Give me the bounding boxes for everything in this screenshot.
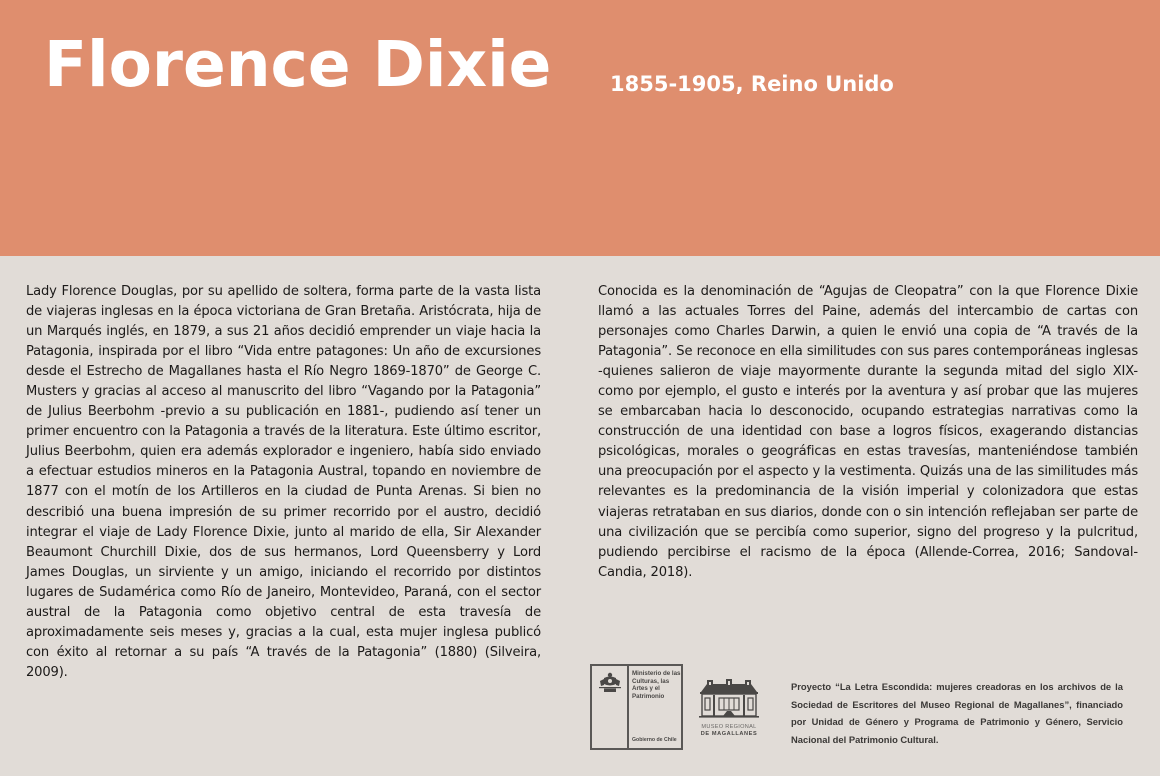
page-subtitle: 1855-1905, Reino Unido bbox=[610, 72, 894, 96]
biography-right-column: Conocida es la denominación de “Agujas de Cleopatra” con la que Florence Dixie llamó a las actuales Torres del Paine, además del intercambio de cartas con personajes como Charles Darwin, a quien le envió una copia de “A través de la Patagonia”. Se reconoce en ella similitudes con sus pares contemporáneas inglesas -quienes salieron de viaje mayormente durante la segunda mitad del siglo XIX- como por ejemplo, el gusto e interés por la aventura y así probar que las mujeres se embarcaban hacia lo desconocido, ocupando estrategias narrativas como la construcción de una identidad con base a logros físicos, exagerando distancias psicológicas, morales o geográficas en estas travesías, manteniéndose también una preocupación por el aspecto y la vestimenta. Quizás una de las similitudes más relevantes es la predominancia de la visión imperial y colonizadora que estas viajeras retrataban en sus diarios, donde con o sin intención reflejaban ser parte de una civilización que se percibía como superior, signo del progreso y la pulcritud, pudiendo percibirse el racismo de la época (Allende-Correa, 2016; Sandoval-Candia, 2018). bbox=[598, 284, 1138, 580]
government-label: Gobierno de Chile bbox=[632, 737, 677, 743]
ministry-name: Ministerio de las Culturas, las Artes y el Patrimonio bbox=[632, 670, 681, 700]
biography-left-column: Lady Florence Douglas, por su apellido de soltera, forma parte de la vasta lista de viajeras inglesas en la época victoriana de Gran Bretaña. Aristócrata, hija de un Marqués inglés, en 1879, a sus 21 años decidió emprender un viaje hacia la Patagonia, inspirada por el libro “Vida entre patagones: Un año de excursiones desde el Estrecho de Magallanes hasta el Río Negro 1869-1870” de George C. Musters y gracias al acceso al manuscrito del libro “Vagando por la Patagonia” de Julius Beerbohm -previo a su publicación en 1881-, pudiendo así tener un primer encuentro con la Patagonia a través de la literatura. Este último escritor, Julius Beerbohm, quien era además explorador e ingeniero, había sido enviado a efectuar estudios mineros en la Patagonia Austral, topando en noviembre de 1877 con el motín de los Artilleros en la ciudad de Punta Arenas. Si bien no describió una buena impresión de su primer recorrido por el austro, decidió integrar el viaje de Lady Florence Dixie, junto al marido de ella, Sir Alexander Beaumont Churchill Dixie, dos de sus hermanos, Lord Queensberry y Lord James Douglas, un sirviente y un amigo, iniciando el recorrido por distintos lugares de Sudamérica como Río de Janeiro, Montevideo, Paraná, con el sector austral de la Patagonia como objetivo central de esta travesía de aproximadamente seis meses y, gracias a la cual, esta mujer inglesa publicó con éxito al retornar a su país “A través de la Patagonia” (1880) (Silveira, 2009). bbox=[26, 284, 541, 680]
logo-divider bbox=[627, 666, 629, 748]
museum-building-icon bbox=[697, 678, 761, 720]
chile-coat-of-arms-icon bbox=[598, 672, 622, 694]
museum-logo bbox=[693, 678, 763, 738]
project-credits: Proyecto “La Letra Escondida: mujeres creadoras en los archivos de la Sociedad de Escritores del Museo Regional de Magallanes”, financiado por Unidad de Género y Programa de Patrimonio y Género, Servicio Nacional del Patrimonio Cultural. bbox=[791, 681, 1123, 745]
museum-name-line2: DE MAGALLANES bbox=[700, 731, 758, 737]
page-title: Florence Dixie bbox=[44, 28, 552, 101]
ministry-logo bbox=[590, 664, 683, 750]
header-banner bbox=[0, 0, 1160, 256]
museum-name-line1: MUSEO REGIONAL bbox=[701, 724, 757, 730]
